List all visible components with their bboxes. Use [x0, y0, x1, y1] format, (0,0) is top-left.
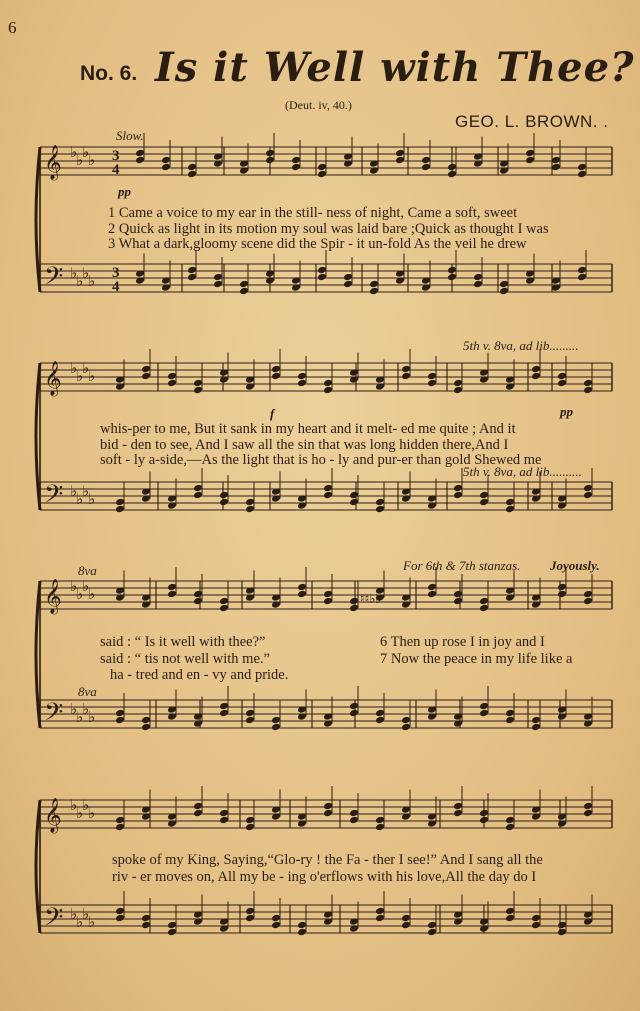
note-head [219, 702, 229, 711]
note-head [323, 491, 333, 500]
note-head [401, 914, 411, 923]
note-head [583, 379, 593, 388]
note-head [531, 365, 541, 374]
dynamic-f: f [270, 406, 275, 421]
flat-icon: ♭ [88, 913, 96, 931]
note-head [115, 498, 125, 507]
flat-icon: ♭ [82, 905, 90, 923]
note-head [401, 372, 411, 381]
note-head [447, 170, 457, 179]
note-head [271, 914, 281, 923]
clef-icon: 𝄢 [44, 480, 64, 515]
note-head [271, 921, 281, 930]
note-head [583, 386, 593, 395]
flat-icon: ♭ [70, 482, 78, 500]
clef-icon: 𝄞 [44, 145, 62, 180]
note-head [427, 928, 437, 937]
flat-icon: ♭ [88, 804, 96, 822]
note-head [245, 505, 255, 514]
note-head [193, 802, 203, 811]
octave-direction: 5th v. 8va, ad lib.......... [463, 464, 582, 479]
note-head [453, 379, 463, 388]
note-head [557, 583, 567, 592]
flat-icon: ♭ [82, 700, 90, 718]
note-head [401, 716, 411, 725]
note-head [161, 163, 171, 172]
lyric-line: said : “ Is it well with thee?” [100, 634, 266, 650]
note-head [427, 372, 437, 381]
note-head [167, 372, 177, 381]
note-head [525, 149, 535, 158]
time-signature: 3 [112, 148, 120, 164]
note-head [167, 590, 177, 599]
note-head [343, 280, 353, 289]
note-head [115, 816, 125, 825]
note-head [115, 823, 125, 832]
note-head [349, 491, 359, 500]
note-head [375, 709, 385, 718]
note-head [193, 590, 203, 599]
note-head [265, 149, 275, 158]
clef-icon: 𝄞 [44, 361, 62, 396]
note-head [557, 921, 567, 930]
note-head [505, 498, 515, 507]
note-head [505, 823, 515, 832]
clef-icon: 𝄞 [44, 579, 62, 614]
flat-icon: ♭ [70, 359, 78, 377]
note-head [271, 365, 281, 374]
lyric-line: ha - tred and en - vy and pride. [110, 667, 289, 683]
note-head [505, 505, 515, 514]
lyric-line: riv - er moves on, All my be - ing o'erflows with his love,All the day do I [112, 869, 537, 885]
note-head [297, 921, 307, 930]
note-head [141, 716, 151, 725]
note-head [505, 816, 515, 825]
note-head [427, 590, 437, 599]
note-head [583, 491, 593, 500]
flat-icon: ♭ [88, 151, 96, 169]
note-head [395, 149, 405, 158]
note-head [505, 907, 515, 916]
flat-icon: ♭ [76, 151, 84, 169]
flat-icon: ♭ [76, 367, 84, 385]
note-head [317, 170, 327, 179]
scripture-reference: (Deut. iv, 40.) [285, 98, 352, 112]
note-head [219, 604, 229, 613]
note-head [453, 491, 463, 500]
time-signature: 4 [112, 279, 120, 295]
note-head [479, 597, 489, 606]
note-head [427, 379, 437, 388]
flat-icon: ♭ [76, 272, 84, 290]
flat-icon: ♭ [76, 913, 84, 931]
note-head [499, 287, 509, 296]
note-head [531, 723, 541, 732]
flat-icon: ♭ [70, 577, 78, 595]
note-head [473, 280, 483, 289]
note-head [349, 702, 359, 711]
time-signature: 4 [112, 162, 120, 178]
note-head [375, 505, 385, 514]
note-head [213, 273, 223, 282]
note-head [265, 156, 275, 165]
note-head [245, 498, 255, 507]
expression-mark: Joyously. [550, 558, 600, 573]
note-head [349, 604, 359, 613]
flat-icon: ♭ [88, 367, 96, 385]
note-head [141, 372, 151, 381]
lyric-line: soft - ly a-side,—As the light that is ho - ly and pur-er than gold Shewed me [100, 452, 542, 468]
flat-icon: ♭ [70, 905, 78, 923]
flat-icon: ♭ [82, 482, 90, 500]
note-head [219, 597, 229, 606]
note-head [583, 802, 593, 811]
note-head [447, 163, 457, 172]
note-head [505, 709, 515, 718]
note-head [583, 597, 593, 606]
note-head [193, 809, 203, 818]
note-head [323, 379, 333, 388]
note-head [245, 914, 255, 923]
note-head [375, 498, 385, 507]
note-head [187, 163, 197, 172]
lyric-line: 2 Quick as light in its motion my soul was laid bare ;Quick as thought I was [108, 221, 549, 237]
clef-icon: 𝄢 [44, 698, 64, 733]
clef-icon: 𝄢 [44, 903, 64, 938]
note-head [219, 709, 229, 718]
note-head [421, 156, 431, 165]
note-head [583, 809, 593, 818]
note-head [557, 379, 567, 388]
note-head [453, 809, 463, 818]
note-head [505, 914, 515, 923]
lyric-line: bid - den to see, And I saw all the sin that was long hidden there,And I [100, 437, 509, 453]
note-head [583, 590, 593, 599]
flat-icon: ♭ [76, 585, 84, 603]
flat-icon: ♭ [70, 143, 78, 161]
note-head [375, 823, 385, 832]
note-head [427, 583, 437, 592]
note-head [395, 156, 405, 165]
lyric-line: said : “ tis not well with me.” [100, 651, 270, 667]
flat-icon: ♭ [70, 264, 78, 282]
note-head [219, 816, 229, 825]
note-head [219, 809, 229, 818]
note-head [375, 914, 385, 923]
time-signature: 3 [112, 265, 120, 281]
note-head [349, 816, 359, 825]
note-head [557, 928, 567, 937]
note-head [115, 716, 125, 725]
note-head [323, 597, 333, 606]
note-head [239, 287, 249, 296]
flat-icon: ♭ [88, 708, 96, 726]
natural-icon: ♮♮♭♭ [360, 592, 382, 607]
octava-mark: 8va [78, 684, 97, 699]
note-head [245, 816, 255, 825]
note-head [219, 498, 229, 507]
note-head [401, 921, 411, 930]
note-head [297, 379, 307, 388]
note-head [271, 372, 281, 381]
note-head [193, 386, 203, 395]
note-head [375, 816, 385, 825]
note-head [291, 156, 301, 165]
note-head [577, 163, 587, 172]
note-head [479, 604, 489, 613]
note-head [525, 156, 535, 165]
note-head [317, 163, 327, 172]
hymn-number: No. 6. [80, 62, 138, 85]
note-head [499, 280, 509, 289]
note-head [447, 273, 457, 282]
note-head [135, 156, 145, 165]
flat-icon: ♭ [76, 490, 84, 508]
note-head [161, 156, 171, 165]
note-head [349, 597, 359, 606]
octava-mark: 8va [78, 563, 97, 578]
note-head [193, 597, 203, 606]
note-head [473, 273, 483, 282]
stanza-direction: For 6th & 7th stanzas. [403, 558, 521, 573]
note-head [323, 386, 333, 395]
note-head [505, 716, 515, 725]
note-head [245, 709, 255, 718]
note-head [115, 505, 125, 514]
note-head [323, 484, 333, 493]
flat-icon: ♭ [82, 143, 90, 161]
note-head [271, 716, 281, 725]
note-head [317, 273, 327, 282]
note-head [479, 709, 489, 718]
note-head [323, 590, 333, 599]
note-head [213, 280, 223, 289]
note-head [115, 907, 125, 916]
clef-icon: 𝄞 [44, 798, 62, 833]
note-head [453, 597, 463, 606]
note-head [239, 280, 249, 289]
flat-icon: ♭ [76, 804, 84, 822]
note-head [187, 170, 197, 179]
note-head [323, 809, 333, 818]
note-head [349, 709, 359, 718]
note-head [531, 716, 541, 725]
tempo-mark: Slow. [116, 128, 144, 143]
note-head [401, 723, 411, 732]
note-head [531, 372, 541, 381]
note-head [193, 491, 203, 500]
octave-direction: 5th v. 8va, ad lib......... [463, 338, 579, 353]
note-head [291, 163, 301, 172]
note-head [167, 928, 177, 937]
note-head [115, 709, 125, 718]
note-head [479, 702, 489, 711]
note-head [219, 491, 229, 500]
note-head [245, 716, 255, 725]
note-head [187, 266, 197, 275]
note-head [141, 365, 151, 374]
flat-icon: ♭ [82, 796, 90, 814]
page-number: 6 [8, 18, 17, 37]
note-head [453, 484, 463, 493]
note-head [479, 498, 489, 507]
lyric-line: spoke of my King, Saying,“Glo-ry ! the Fa - ther I see!” And I sang all the [112, 852, 543, 868]
lyric-line: 3 What a dark,gloomy scene did the Spir - it un-fold As the veil he drew [108, 236, 527, 252]
note-head [297, 928, 307, 937]
flat-icon: ♭ [82, 264, 90, 282]
note-head [531, 921, 541, 930]
flat-icon: ♭ [70, 700, 78, 718]
note-head [271, 723, 281, 732]
note-head [317, 266, 327, 275]
note-head [421, 163, 431, 172]
note-head [577, 273, 587, 282]
note-head [141, 723, 151, 732]
dynamic-pp: pp [560, 404, 573, 419]
note-head [323, 802, 333, 811]
note-head [115, 914, 125, 923]
note-head [401, 365, 411, 374]
lyric-line: 7 Now the peace in my life like a [380, 651, 573, 667]
clef-icon: 𝄢 [44, 262, 64, 297]
lyric-line: 6 Then up rose I in joy and I [380, 634, 545, 650]
note-head [297, 372, 307, 381]
lyric-line: whis-per to me, But it sank in my heart and it melt- ed me quite ; And it [100, 421, 516, 437]
note-head [349, 498, 359, 507]
flat-icon: ♭ [82, 577, 90, 595]
note-head [135, 149, 145, 158]
note-head [343, 273, 353, 282]
flat-icon: ♭ [70, 796, 78, 814]
note-head [577, 170, 587, 179]
note-head [369, 287, 379, 296]
note-head [427, 921, 437, 930]
flat-icon: ♭ [82, 359, 90, 377]
note-head [453, 802, 463, 811]
flat-icon: ♭ [88, 272, 96, 290]
note-head [531, 914, 541, 923]
note-head [479, 809, 489, 818]
flat-icon: ♭ [76, 708, 84, 726]
note-head [557, 372, 567, 381]
lyric-line: 1 Came a voice to my ear in the still- ness of night, Came a soft, sweet [108, 205, 518, 221]
flat-icon: ♭ [88, 490, 96, 508]
note-head [167, 583, 177, 592]
note-head [193, 484, 203, 493]
note-head [375, 716, 385, 725]
note-head [297, 590, 307, 599]
note-head [447, 266, 457, 275]
note-head [479, 816, 489, 825]
note-head [167, 921, 177, 930]
note-head [167, 379, 177, 388]
note-head [245, 823, 255, 832]
note-head [369, 280, 379, 289]
note-head [557, 590, 567, 599]
flat-icon: ♭ [88, 585, 96, 603]
note-head [297, 583, 307, 592]
note-head [453, 386, 463, 395]
note-head [187, 273, 197, 282]
note-head [245, 907, 255, 916]
note-head [577, 266, 587, 275]
note-head [375, 907, 385, 916]
hymn-title: Is it Well with Thee? [155, 44, 635, 91]
note-head [349, 809, 359, 818]
note-head [453, 590, 463, 599]
note-head [583, 484, 593, 493]
composer-name: GEO. L. BROWN. . [455, 112, 609, 131]
note-head [193, 379, 203, 388]
dynamic-pp: pp [118, 184, 131, 199]
note-head [479, 491, 489, 500]
